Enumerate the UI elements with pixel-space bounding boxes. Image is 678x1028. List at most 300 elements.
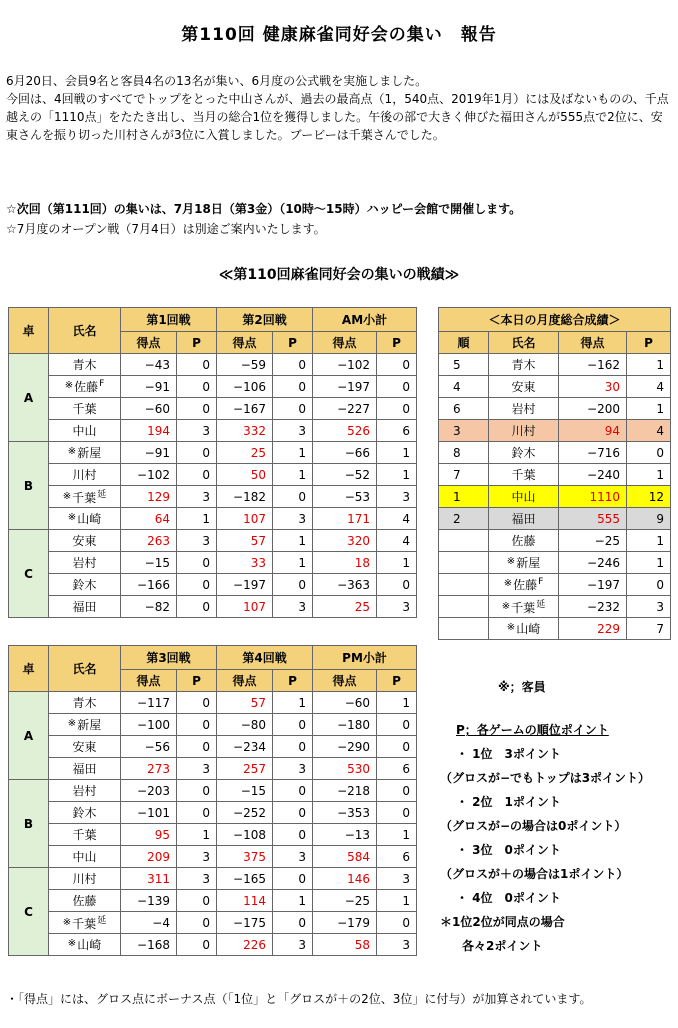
header-name: 氏名 [49, 308, 121, 354]
total-score-cell: −246 [559, 552, 627, 574]
player-name-cell [49, 692, 121, 714]
score-cell: −4 [121, 912, 177, 934]
score-cell: 194 [121, 420, 177, 442]
legend-line: （グロスが−の場合は0ポイント） [440, 819, 627, 833]
subtotal-score-cell: −353 [313, 802, 377, 824]
score-cell: 95 [121, 824, 177, 846]
point-legend [440, 718, 676, 958]
rank-cell: 4 [439, 376, 489, 398]
player-tag: F [99, 379, 105, 389]
subtotal-point-cell: 6 [377, 846, 417, 868]
rank-cell [439, 618, 489, 640]
guest-mark: ※ [62, 491, 72, 502]
total-score-cell: −162 [559, 354, 627, 376]
table-row [9, 868, 417, 890]
player-name: 安東 [511, 380, 536, 394]
table-row [9, 758, 417, 780]
point-cell: 0 [177, 934, 217, 956]
ranking-row [439, 596, 671, 618]
point-cell: 3 [273, 420, 313, 442]
player-name-cell [489, 376, 559, 398]
player-name-cell [489, 486, 559, 508]
score-cell: 57 [217, 530, 273, 552]
rank-cell: 2 [439, 508, 489, 530]
player-name: 山崎 [77, 512, 102, 526]
rank-cell: 8 [439, 442, 489, 464]
player-name: 鈴木 [72, 806, 97, 820]
rank-cell: 3 [439, 420, 489, 442]
score-cell: −60 [121, 398, 177, 420]
guest-mark: ※ [501, 601, 511, 612]
header-score: 得点 [217, 332, 273, 354]
score-cell: −59 [217, 354, 273, 376]
player-name: 中山 [72, 424, 97, 438]
score-cell: −91 [121, 376, 177, 398]
subtotal-point-cell: 4 [377, 530, 417, 552]
player-name: 岩村 [511, 402, 536, 416]
score-cell: −102 [121, 464, 177, 486]
guest-mark: ※ [64, 380, 74, 391]
player-name-cell [489, 398, 559, 420]
header-point: P [273, 332, 313, 354]
player-name: 佐藤 [513, 578, 538, 592]
point-cell: 0 [177, 912, 217, 934]
header-score: 得点 [313, 670, 377, 692]
pm-table-body [9, 692, 417, 956]
player-name: 川村 [72, 468, 97, 482]
subtotal-score-cell: −53 [313, 486, 377, 508]
total-point-cell: 9 [627, 508, 671, 530]
subtotal-point-cell: 3 [377, 486, 417, 508]
point-cell: 0 [177, 890, 217, 912]
point-cell: 0 [177, 354, 217, 376]
score-cell: 107 [217, 596, 273, 618]
player-name: 千葉 [72, 917, 97, 931]
subtotal-point-cell: 3 [377, 868, 417, 890]
point-cell: 0 [273, 714, 313, 736]
am-table-body [9, 354, 417, 618]
ranking-row [439, 354, 671, 376]
legend-line: ＊1位2位が同点の場合 [440, 915, 565, 929]
total-point-cell: 1 [627, 464, 671, 486]
intro-paragraph-1: 6月20日、会員9名と客員4名の13名が集い、6月度の公式戦を実施しました。 [6, 74, 428, 88]
score-cell: 311 [121, 868, 177, 890]
player-name: 青木 [511, 358, 536, 372]
point-cell: 0 [273, 486, 313, 508]
subtotal-point-cell: 3 [377, 934, 417, 956]
point-cell: 3 [273, 758, 313, 780]
player-name: 福田 [72, 762, 97, 776]
header-score: 得点 [559, 332, 627, 354]
score-cell: −182 [217, 486, 273, 508]
score-cell: −91 [121, 442, 177, 464]
player-name: 佐藤 [511, 534, 536, 548]
player-name-cell [49, 398, 121, 420]
player-tag: 延 [97, 490, 107, 500]
subtotal-point-cell: 0 [377, 736, 417, 758]
player-name-cell [49, 574, 121, 596]
table-label: A [9, 354, 49, 442]
point-cell: 1 [273, 692, 313, 714]
score-cell: −252 [217, 802, 273, 824]
total-score-cell: −716 [559, 442, 627, 464]
total-point-cell: 1 [627, 530, 671, 552]
score-cell: −101 [121, 802, 177, 824]
point-cell: 0 [177, 802, 217, 824]
subtotal-score-cell: 530 [313, 758, 377, 780]
point-cell: 0 [177, 692, 217, 714]
subtotal-score-cell: 584 [313, 846, 377, 868]
table-row [9, 442, 417, 464]
player-name-cell [49, 420, 121, 442]
player-name: 福田 [511, 512, 536, 526]
player-name: 千葉 [72, 402, 97, 416]
header-point: P [177, 332, 217, 354]
header-point: P [177, 670, 217, 692]
player-name-cell [49, 780, 121, 802]
subtotal-point-cell: 0 [377, 398, 417, 420]
legend-line: 各々2ポイント [462, 939, 543, 953]
subtotal-score-cell: −363 [313, 574, 377, 596]
score-cell: −167 [217, 398, 273, 420]
point-cell: 3 [273, 508, 313, 530]
player-name-cell [49, 552, 121, 574]
player-name-cell [489, 530, 559, 552]
subtotal-score-cell: 320 [313, 530, 377, 552]
subtotal-score-cell: −218 [313, 780, 377, 802]
guest-mark: ※ [67, 512, 77, 523]
subtotal-point-cell: 1 [377, 552, 417, 574]
legend-line: ・ 2位 1ポイント [456, 795, 561, 809]
score-cell: −56 [121, 736, 177, 758]
records-heading: ≪第110回麻雀同好会の集いの戦績≫ [218, 267, 460, 283]
table-row [9, 736, 417, 758]
player-name: 鈴木 [72, 578, 97, 592]
header-score: 得点 [217, 670, 273, 692]
player-name-cell [49, 508, 121, 530]
player-name: 新屋 [77, 718, 102, 732]
table-row [9, 354, 417, 376]
subtotal-point-cell: 1 [377, 442, 417, 464]
score-cell: −15 [217, 780, 273, 802]
ranking-row [439, 530, 671, 552]
subtotal-point-cell: 6 [377, 420, 417, 442]
total-point-cell: 0 [627, 574, 671, 596]
total-point-cell: 0 [627, 442, 671, 464]
table-row [9, 530, 417, 552]
point-cell: 0 [273, 398, 313, 420]
score-cell: 209 [121, 846, 177, 868]
ranking-row [439, 442, 671, 464]
legend-line: （グロスが−でもトップは3ポイント） [440, 771, 651, 785]
player-name-cell [49, 824, 121, 846]
player-name-cell [49, 714, 121, 736]
header-game-4: 第4回戦 [217, 646, 313, 670]
subtotal-score-cell: 146 [313, 868, 377, 890]
player-name-cell [489, 464, 559, 486]
player-name-cell [49, 868, 121, 890]
table-label: B [9, 780, 49, 868]
table-row [9, 486, 417, 508]
player-name: 川村 [72, 872, 97, 886]
subtotal-score-cell: −197 [313, 376, 377, 398]
score-cell: 25 [217, 442, 273, 464]
table-label: C [9, 530, 49, 618]
player-tag: 延 [536, 600, 546, 610]
player-name: 千葉 [511, 601, 536, 615]
player-name-cell [489, 508, 559, 530]
point-cell: 3 [273, 596, 313, 618]
table-row [9, 824, 417, 846]
player-name-cell [489, 442, 559, 464]
ranking-row [439, 420, 671, 442]
point-cell: 1 [273, 530, 313, 552]
intro-paragraph-2: 今回は、4回戦のすべてでトップをとった中山さんが、過去の最高点（1，540点、2019年1月）には及ばないものの、千点越えの「1110点」をたたき出し、当月の総合1位を獲得しました。午後の部で大きく伸びた福田さんが555点で2位に、安東さんを振り切った川村さんが3位に入賞しました。ブービーは千葉さんでした。 [6, 92, 669, 142]
score-cell: −234 [217, 736, 273, 758]
player-name: 青木 [72, 696, 97, 710]
header-score: 得点 [313, 332, 377, 354]
score-cell: 375 [217, 846, 273, 868]
header-point: P [377, 670, 417, 692]
guest-mark: ※ [67, 718, 77, 729]
score-cell: −108 [217, 824, 273, 846]
header-point: P [273, 670, 313, 692]
intro-text [6, 72, 672, 144]
table-row [9, 596, 417, 618]
rank-cell [439, 552, 489, 574]
table-row [9, 890, 417, 912]
player-tag: 延 [97, 916, 107, 926]
table-row [9, 802, 417, 824]
total-score-cell: −197 [559, 574, 627, 596]
guest-note: ※；客員 [498, 680, 546, 694]
total-score-cell: 1110 [559, 486, 627, 508]
point-cell: 3 [177, 846, 217, 868]
player-name: 千葉 [72, 828, 97, 842]
guest-mark: ※ [506, 622, 516, 633]
score-cell: −165 [217, 868, 273, 890]
point-cell: 1 [273, 552, 313, 574]
score-cell: 263 [121, 530, 177, 552]
subtotal-score-cell: 18 [313, 552, 377, 574]
subtotal-point-cell: 6 [377, 758, 417, 780]
player-name-cell [49, 846, 121, 868]
header-score: 得点 [121, 332, 177, 354]
total-point-cell: 4 [627, 376, 671, 398]
player-name-cell [49, 486, 121, 508]
subtotal-score-cell: −227 [313, 398, 377, 420]
player-name-cell [49, 736, 121, 758]
score-cell: 257 [217, 758, 273, 780]
subtotal-score-cell: −179 [313, 912, 377, 934]
total-point-cell: 1 [627, 398, 671, 420]
total-score-cell: 30 [559, 376, 627, 398]
score-cell: 332 [217, 420, 273, 442]
subtotal-point-cell: 4 [377, 508, 417, 530]
player-name: 岩村 [72, 556, 97, 570]
point-cell: 0 [273, 376, 313, 398]
subtotal-point-cell: 0 [377, 802, 417, 824]
player-name-cell [489, 618, 559, 640]
subtotal-point-cell: 0 [377, 714, 417, 736]
point-cell: 3 [177, 758, 217, 780]
rank-cell [439, 596, 489, 618]
table-row [9, 464, 417, 486]
player-name: 青木 [72, 358, 97, 372]
total-score-cell: −232 [559, 596, 627, 618]
point-cell: 0 [177, 714, 217, 736]
score-cell: 226 [217, 934, 273, 956]
ranking-row [439, 552, 671, 574]
player-name-cell [49, 758, 121, 780]
score-cell: −175 [217, 912, 273, 934]
score-cell: 33 [217, 552, 273, 574]
player-name-cell [489, 596, 559, 618]
player-name: 中山 [72, 850, 97, 864]
point-cell: 0 [273, 736, 313, 758]
subtotal-point-cell: 0 [377, 354, 417, 376]
score-cell: −166 [121, 574, 177, 596]
rank-cell: 6 [439, 398, 489, 420]
header-score: 得点 [121, 670, 177, 692]
subtotal-score-cell: −25 [313, 890, 377, 912]
player-name: 新屋 [516, 556, 541, 570]
player-name: 安東 [72, 740, 97, 754]
table-row [9, 846, 417, 868]
point-cell: 3 [177, 486, 217, 508]
header-subtotal: AM小計 [313, 308, 417, 332]
rank-cell: 5 [439, 354, 489, 376]
player-name-cell [489, 552, 559, 574]
total-point-cell: 7 [627, 618, 671, 640]
rank-cell: 1 [439, 486, 489, 508]
legend-line: ・ 1位 3ポイント [456, 747, 561, 761]
header-name: 氏名 [489, 332, 559, 354]
rank-cell [439, 574, 489, 596]
point-cell: 1 [177, 824, 217, 846]
point-cell: 0 [177, 376, 217, 398]
subtotal-score-cell: −102 [313, 354, 377, 376]
player-name: 佐藤 [72, 894, 97, 908]
score-cell: −197 [217, 574, 273, 596]
player-name-cell [489, 574, 559, 596]
player-name: 川村 [511, 424, 536, 438]
score-cell: −100 [121, 714, 177, 736]
subtotal-score-cell: −180 [313, 714, 377, 736]
table-row [9, 934, 417, 956]
table-row [9, 692, 417, 714]
score-cell: −117 [121, 692, 177, 714]
total-score-cell: −200 [559, 398, 627, 420]
total-point-cell: 12 [627, 486, 671, 508]
score-cell: −168 [121, 934, 177, 956]
player-name: 安東 [72, 534, 97, 548]
table-label: B [9, 442, 49, 530]
header-game-2: 第2回戦 [217, 308, 313, 332]
ranking-title: ＜本日の月度総合成績＞ [439, 308, 671, 332]
score-cell: −15 [121, 552, 177, 574]
point-cell: 0 [273, 912, 313, 934]
subtotal-point-cell: 3 [377, 596, 417, 618]
player-name-cell [489, 420, 559, 442]
guest-mark: ※ [503, 578, 513, 589]
player-name: 中山 [511, 490, 536, 504]
point-cell: 0 [273, 868, 313, 890]
subtotal-point-cell: 1 [377, 824, 417, 846]
score-cell: −80 [217, 714, 273, 736]
player-name: 鈴木 [511, 446, 536, 460]
player-name-cell [49, 530, 121, 552]
header-point: P [627, 332, 671, 354]
score-cell: −139 [121, 890, 177, 912]
total-point-cell: 3 [627, 596, 671, 618]
ranking-row [439, 486, 671, 508]
subtotal-score-cell: 58 [313, 934, 377, 956]
table-row [9, 398, 417, 420]
point-cell: 0 [177, 552, 217, 574]
player-name: 山崎 [77, 938, 102, 952]
score-cell: −82 [121, 596, 177, 618]
subtotal-point-cell: 0 [377, 574, 417, 596]
point-cell: 0 [177, 442, 217, 464]
total-score-cell: 229 [559, 618, 627, 640]
player-name: 岩村 [72, 784, 97, 798]
subtotal-score-cell: 171 [313, 508, 377, 530]
point-cell: 0 [273, 824, 313, 846]
player-name-cell [49, 912, 121, 934]
monthly-ranking-table [438, 307, 671, 640]
table-row [9, 508, 417, 530]
player-name: 福田 [72, 600, 97, 614]
total-score-cell: 555 [559, 508, 627, 530]
score-cell: 107 [217, 508, 273, 530]
legend-title: P；各ゲームの順位ポイント [456, 723, 609, 737]
point-cell: 3 [177, 420, 217, 442]
table-row [9, 552, 417, 574]
point-cell: 0 [273, 802, 313, 824]
pm-results-table [8, 645, 417, 956]
table-row [9, 420, 417, 442]
player-name: 山崎 [516, 622, 541, 636]
table-row [9, 912, 417, 934]
table-label: A [9, 692, 49, 780]
ranking-row [439, 574, 671, 596]
player-name: 新屋 [77, 446, 102, 460]
ranking-row [439, 508, 671, 530]
point-cell: 0 [177, 736, 217, 758]
ranking-row [439, 618, 671, 640]
player-name-cell [49, 464, 121, 486]
score-cell: 50 [217, 464, 273, 486]
point-cell: 0 [177, 574, 217, 596]
subtotal-point-cell: 1 [377, 464, 417, 486]
player-tag: F [538, 577, 544, 587]
guest-mark: ※ [67, 938, 77, 949]
subtotal-score-cell: −52 [313, 464, 377, 486]
table-row [9, 376, 417, 398]
guest-mark: ※ [506, 556, 516, 567]
subtotal-point-cell: 0 [377, 376, 417, 398]
total-score-cell: −240 [559, 464, 627, 486]
player-name-cell [49, 802, 121, 824]
player-name-cell [49, 442, 121, 464]
subtotal-score-cell: −13 [313, 824, 377, 846]
player-name-cell [489, 354, 559, 376]
subtotal-score-cell: 25 [313, 596, 377, 618]
point-cell: 0 [273, 780, 313, 802]
header-name: 氏名 [49, 646, 121, 692]
rank-cell [439, 530, 489, 552]
